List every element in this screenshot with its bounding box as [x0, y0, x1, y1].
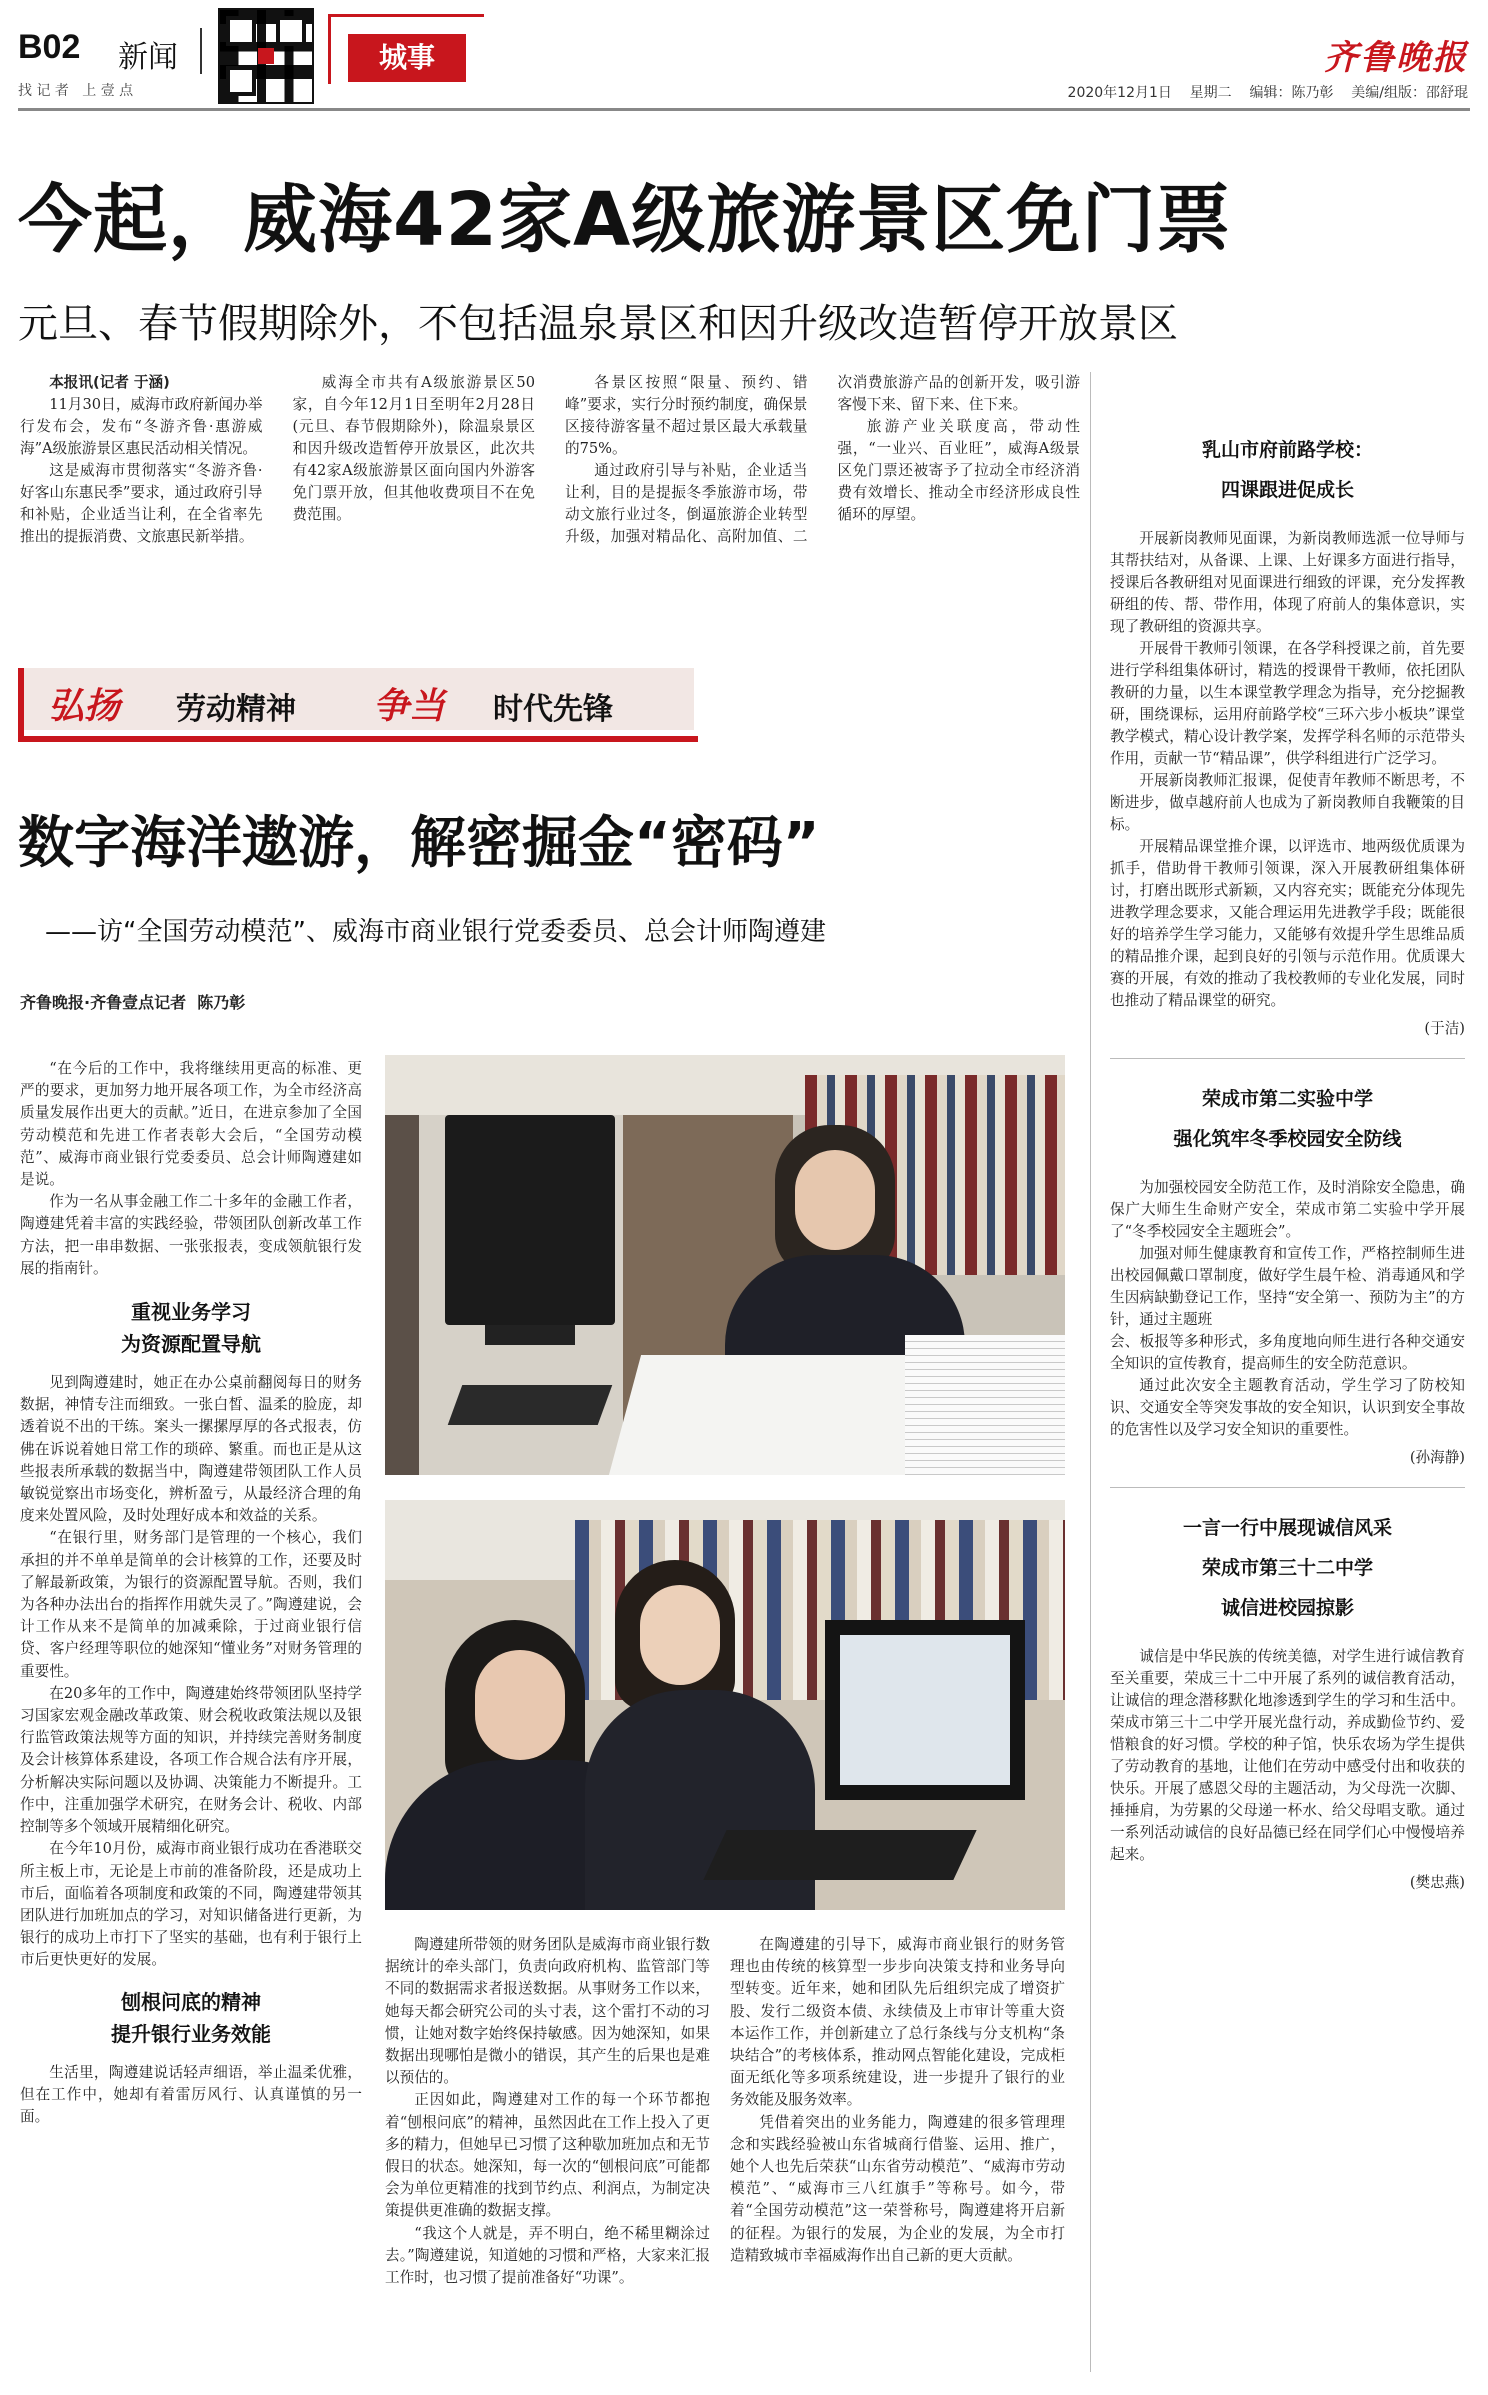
column-tag: 城事	[348, 34, 466, 82]
feature-paragraph: “我这个人就是，弄不明白，绝不稀里糊涂过去。”陶遵建说，知道她的习惯和严格，大家来汇报工作时，也习惯了提前准备好“功课”。	[385, 2224, 710, 2287]
lead-paragraph: 11月30日，威海市政府新闻办举行发布会，发布“冬游齐鲁·惠游威海”A级旅游景区惠民活动相关情况。	[20, 396, 263, 457]
sidebar-rule	[1110, 1058, 1465, 1059]
lead-paragraph: 旅游产业关联度高，带动性强，“一业兴、百业旺”，威海A级景区免门票还被寄予了拉动全市经济消费有效增长、推动全市经济形成良性循环的厚望。	[837, 418, 1080, 523]
sidebar-story-3-title-b: 荣成市第三十二中学	[1201, 1557, 1373, 1579]
sidebar-story-2-body	[1110, 1177, 1465, 1469]
feature-column-1	[20, 1058, 362, 2128]
header-divider	[200, 28, 202, 74]
sidebar-rule	[1110, 1487, 1465, 1488]
feature-subhead-1a: 重视业务学习	[131, 1300, 251, 1325]
feature-paragraph: 陶遵建所带领的财务团队是威海市商业银行数据统计的牵头部门，负责向政府机构、监管部门等不同的数据需求者报送数据。从事财务工作以来，她每天都会研究公司的头寸表，这个雷打不动的习惯，让她对数字始终保持敏感。因为她深知，如果数据出现哪怕是微小的错误，其产生的后果也是难以预估的。	[385, 1936, 710, 2087]
photo-at-computer	[385, 1500, 1065, 1910]
lead-byline: 本报讯(记者 于涵)	[49, 374, 170, 391]
qr-code-icon	[218, 8, 314, 104]
lead-headline: 今起，威海42家A级旅游景区免门票	[18, 177, 1232, 263]
sidebar-divider	[1090, 372, 1091, 2372]
feature-column-3	[730, 1934, 1065, 2267]
sidebar-paragraph: 开展精品课堂推介课，以评选市、地两级优质课为抓手，借助骨干教师引领课，深入开展教研组集体研讨，打磨出既形式新颖，又内容充实；既能充分体现先进教学理念要求，又能合理运用先进教学手段；既能很好的培养学生学习能力，又能够有效提升学生思维品质的精品推介课，起到良好的引领与示范作用。优质课大赛的开展，有效的推动了我校教师的专业化发展，同时也推动了精品课堂的研究。	[1110, 838, 1465, 1009]
sidebar-story-2-author: (孙海静)	[1409, 1449, 1465, 1466]
feature-byline: 齐鲁晚报·齐鲁壹点记者 陈乃彰	[20, 993, 246, 1012]
feature-paragraph: 在陶遵建的引导下，威海市商业银行的财务管理也由传统的核算型一步步向决策支持和业务导向型转变。近年来，她和团队先后组织完成了增资扩股、发行二级资本债、永续债及上市审计等重大资本运作工作，并创新建立了总行条线与分支机构“条块结合”的考核体系，推动网点智能化建设，完成柜面无纸化等多项系统建设，进一步提升了银行的业务效能及服务效率。	[730, 1936, 1065, 2109]
sidebar-story-3-title-a: 一言一行中展现诚信风采	[1182, 1517, 1392, 1539]
feature-paragraph: 凭借着突出的业务能力，陶遵建的很多管理理念和实践经验被山东省城商行借鉴、运用、推广，她个人也先后荣获“山东省劳动模范”、“威海市劳动模范”、“威海市三八红旗手”等称号。如今，带着“全国劳动模范”这一荣誉称号，陶遵建将开启新的征程。为银行的发展，为企业的发展，为全市打造精致城市幸福威海作出自己新的更大贡献。	[730, 2113, 1065, 2264]
sidebar-story-1-author: (于洁)	[1424, 1020, 1465, 1037]
banner-part-3: 争当	[373, 686, 446, 727]
feature-subheadline: ——访“全国劳动模范”、威海市商业银行党委委员、总会计师陶遵建	[45, 917, 826, 947]
sidebar-story-3-title-c: 诚信进校园掠影	[1220, 1597, 1354, 1619]
banner-part-2: 劳动精神	[176, 692, 296, 727]
sidebar-story-2-title-a: 荣成市第二实验中学	[1201, 1088, 1373, 1110]
feature-subhead-2a: 刨根问底的精神	[121, 1989, 261, 2014]
sidebar-story-2-title-b: 强化筑牢冬季校园安全防线	[1173, 1128, 1402, 1150]
lead-paragraph: 各景区按照“限量、预约、错峰”要求，实行分时预约制度，确保景区接待游客量不超过景区最大承载量的75%。	[565, 374, 808, 457]
dateline: 2020年12月1日 星期二 编辑：陈乃彰 美编/组版：邵舒琨	[1067, 85, 1468, 101]
feature-paragraph: 见到陶遵建时，她正在办公桌前翻阅每日的财务数据，神情专注而细致。一张白皙、温柔的脸庞，却透着说不出的干练。案头一摞摞厚厚的各式报表，仿佛在诉说着她日常工作的琐碎、繁重。而也正是从这些报表所承载的数据当中，陶遵建带领团队工作人员敏锐觉察出市场变化，辨析盈亏，从最经济合理的角度来处置风险，及时处理好成本和效益的关系。	[20, 1374, 362, 1525]
photo-at-desk	[385, 1055, 1065, 1475]
sidebar-story-1-title-b: 四课跟进促成长	[1220, 479, 1354, 501]
sidebar-paragraph: 诚信是中华民族的传统美德，对学生进行诚信教育至关重要，荣成三十二中开展了系列的诚信教育活动，让诚信的理念潜移默化地渗透到学生的学习和生活中。荣成市第三十二中学开展光盘行动，养成勤俭节约、爱惜粮食的好习惯。学校的种子馆，快乐农场为学生提供了劳动教育的基地，让他们在劳动中感受付出和收获的快乐。开展了感恩父母的主题活动，为父母洗一次脚、捶捶肩，为劳累的父母递一杯水、给父母唱支歌。通过一系列活动诚信的良好品德已经在同学们心中慢慢培养起来。	[1110, 1648, 1465, 1863]
feature-paragraph: 在今年10月份，威海市商业银行成功在香港联交所主板上市，无论是上市前的准备阶段，还是成功上市后，面临着各项制度和政策的不同，陶遵建带领其团队进行加班加点的学习，对知识储备进行更新，为银行的成功上市打下了坚实的基础，也有利于银行上市后更快更好的发展。	[20, 1840, 362, 1969]
header-slogan: 找 记 者 上 壹 点	[18, 83, 134, 99]
banner-part-4: 时代先锋	[493, 692, 613, 727]
lead-paragraph: 威海全市共有A级旅游景区50家，自今年12月1日至明年2月28日(元旦、春节假期除外)，除温泉景区和因升级改造暂停开放景区，此次共有42家A级旅游景区面向国内外游客免门票开放，但其他收费项目不在免费范围。	[292, 374, 535, 523]
page-header	[0, 0, 1488, 115]
sidebar-story-1-title-a: 乳山市府前路学校：	[1201, 439, 1373, 461]
header-rule	[18, 108, 1470, 111]
newspaper-logo: 齐鲁晚报	[1324, 38, 1468, 78]
sidebar-paragraph: 开展新岗教师汇报课，促使青年教师不断思考，不断进步，做卓越府前人也成为了新岗教师自我鞭策的目标。	[1110, 772, 1465, 833]
lead-subheadline: 元旦、春节假期除外，不包括温泉景区和因升级改造暂停开放景区	[18, 301, 1178, 347]
banner-part-1: 弘扬	[48, 686, 121, 727]
sidebar-paragraph: 通过此次安全主题教育活动，学生学习了防校知识、交通安全等突发事故的安全知识，认识到安全事故的危害性以及学习安全知识的重要性。	[1110, 1377, 1465, 1438]
feature-headline: 数字海洋遨游，解密掘金“密码”	[18, 811, 820, 876]
campaign-banner	[18, 668, 698, 742]
sidebar-paragraph: 开展骨干教师引领课，在各学科授课之前，首先要进行学科组集体研讨，精选的授课骨干教师，依托团队教研的力量，以生本课堂教学理念为指导，充分挖掘教研，围绕课标，运用府前路学校“三环六步小板块”课堂教学模式，精心设计教学案，发挥学科名师的示范带头作用，贡献一节“精品课”，供学科组进行广泛学习。	[1110, 640, 1465, 767]
feature-paragraph: “在今后的工作中，我将继续用更高的标准、更严的要求，更加努力地开展各项工作，为全市经济高质量发展作出更大的贡献。”近日，在进京参加了全国劳动模范和先进工作者表彰大会后，“全国劳动模范”、威海市商业银行党委委员、总会计师陶遵建如是说。	[20, 1060, 362, 1189]
page-code: B02	[18, 28, 81, 66]
feature-paragraph: 正因如此，陶遵建对工作的每一个环节都抱着“刨根问底”的精神，虽然因此在工作上投入了更多的精力，但她早已习惯了这种歇加班加点和无节假日的状态。她深知，每一次的“刨根问底”可能都会为单位更精准的找到节约点、利润点，为制定决策提供更准确的数据支撑。	[385, 2091, 710, 2220]
feature-subhead-1b: 为资源配置导航	[121, 1332, 261, 1357]
sidebar-paragraph: 为加强校园安全防范工作，及时消除安全隐患，确保广大师生生命财产安全，荣成市第二实验中学开展了“冬季校园安全主题班会”。	[1110, 1179, 1465, 1240]
feature-column-2	[385, 1934, 710, 2289]
feature-subhead-2b: 提升银行业务效能	[111, 2021, 271, 2046]
lead-body	[20, 372, 1080, 622]
sidebar-story-3-author: (樊忠燕)	[1409, 1874, 1465, 1891]
lead-paragraph: 通过政府引导与补贴，企业适当让利，目的是提振冬季旅游市场，带动文旅行业过冬，倒逼旅游企业转型升级，加强对精品化、高附加值、二次消费旅游产品的创新开发，吸引游客慢下来、留下来、住下来。	[565, 374, 1080, 545]
feature-paragraph: “在银行里，财务部门是管理的一个核心，我们承担的并不单单是简单的会计核算的工作，还要及时了解最新政策，为银行的资源配置导航。否则，我们为各种办法出台的指挥作用就失灵了。”陶遵建说，会计工作从来不是简单的加减乘除，于过商业银行信贷、客户经理等职位的她深知“懂业务”对财务管理的重要性。	[20, 1529, 362, 1680]
feature-paragraph: 作为一名从事金融工作二十多年的金融工作者，陶遵建凭着丰富的实践经验，带领团队创新改革工作方法，把一串串数据、一张张报表，变成领航银行发展的指南针。	[20, 1193, 362, 1277]
feature-paragraph: 在20多年的工作中，陶遵建始终带领团队坚持学习国家宏观金融改革政策、财会税收政策法规以及银行监管政策法规等方面的知识，并持续完善财务制度及会计核算体系建设，各项工作合规合法有序开展，分析解决实际问题以及协调、决策能力不断提升。工作中，注重加强学术研究，在财务会计、税收、内部控制等多个领域开展精细化研究。	[20, 1684, 362, 1836]
sidebar-story-3-body	[1110, 1646, 1465, 1894]
lead-paragraph: 这是威海市贯彻落实“冬游齐鲁·好客山东惠民季”要求，通过政府引导和补贴，企业适当让利，在全省率先推出的提振消费、文旅惠民新举措。	[20, 462, 263, 545]
section-name: 新闻	[118, 40, 178, 75]
sidebar	[1110, 430, 1465, 1894]
feature-paragraph: 生活里，陶遵建说话轻声细语，举止温柔优雅，但在工作中，她却有着雷厉风行、认真谨慎的另一面。	[20, 2063, 362, 2125]
sidebar-paragraph: 会、板报等多种形式，多角度地向师生进行各种交通安全知识的宣传教育，提高师生的安全防范意识。	[1110, 1333, 1465, 1372]
sidebar-paragraph: 开展新岗教师见面课，为新岗教师选派一位导师与其帮扶结对，从备课、上课、上好课多方面进行指导，授课后各教研组对见面课进行细致的评课，充分发挥教研组的传、帮、带作用，体现了府前人的集体意识，实现了教研组的资源共享。	[1110, 530, 1465, 635]
sidebar-story-1-body	[1110, 528, 1465, 1040]
sidebar-paragraph: 加强对师生健康教育和宣传工作，严格控制师生进出校园佩戴口罩制度，做好学生晨午检、消毒通风和学生因病缺勤登记工作，坚持“安全第一、预防为主”的方针，通过主题班	[1110, 1245, 1465, 1328]
